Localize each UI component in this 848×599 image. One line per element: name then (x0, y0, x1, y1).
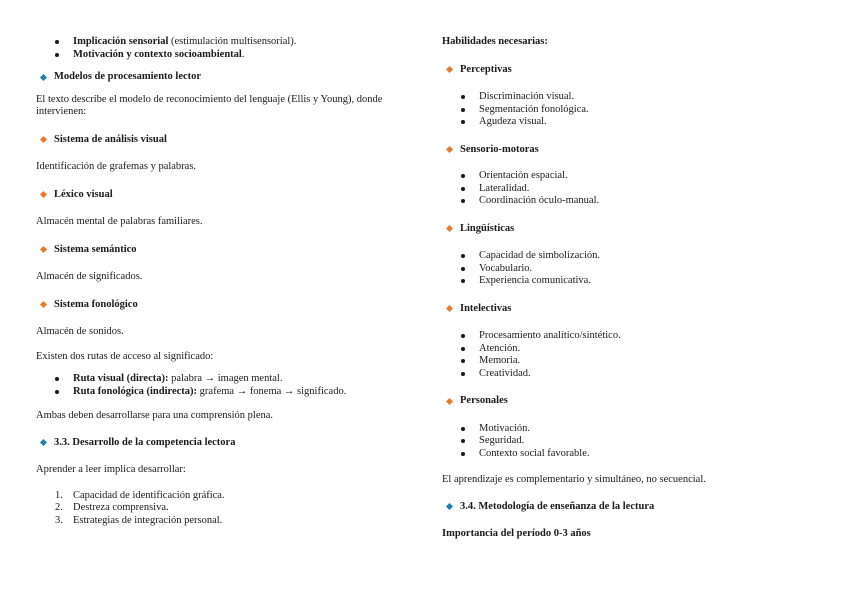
heading-section-3-3: 3.3. Desarrollo de la competencia lectora (36, 437, 416, 450)
paragraph-rutas-intro: Existen dos rutas de acceso al significado: (36, 350, 214, 362)
intelectivas-list (442, 330, 822, 380)
left-column (36, 36, 416, 527)
perceptivas-list (442, 91, 822, 129)
heading-linguisticas: Lingüísticas (442, 223, 822, 236)
list-item: Motivación y contexto socioambiental. (36, 49, 416, 62)
list-item: Vocabulario. (442, 263, 822, 276)
heading-intelectivas: Intelectivas (442, 303, 822, 316)
list-item: Memoria. (442, 355, 822, 368)
heading-personales: Personales (442, 395, 822, 408)
paragraph-conclusion: El aprendizaje es complementario y simultáneo, no secuencial. (442, 474, 706, 485)
list-item: Discriminación visual. (442, 91, 822, 104)
personales-list (442, 423, 822, 461)
paragraph-section-3-3-intro: Aprender a leer implica desarrollar: (36, 464, 186, 475)
list-item: 2. Destreza comprensiva. (55, 502, 169, 513)
list-item: Atención. (442, 343, 822, 356)
diamond-bullet-icon (40, 439, 47, 446)
diamond-bullet-icon (446, 305, 453, 312)
diamond-bullet-icon (40, 74, 47, 81)
list-item: Creatividad. (442, 368, 822, 381)
paragraph-lexico-visual: Almacén mental de palabras familiares. (36, 216, 203, 227)
rutas-list (36, 373, 416, 398)
heading-perceptivas: Perceptivas (442, 64, 822, 77)
list-item: 1. Capacidad de identificación gráfica. (55, 489, 225, 501)
heading-sensorio-motoras: Sensorio-motoras (442, 144, 822, 157)
diamond-bullet-icon (40, 246, 47, 253)
paragraph-sistema-semantico: Almacén de significados. (36, 271, 143, 282)
numbered-list (36, 490, 416, 528)
diamond-bullet-icon (40, 191, 47, 198)
list-item: Seguridad. (442, 435, 822, 448)
list-item: Orientación espacial. (442, 170, 822, 183)
list-item: 3. Estrategias de integración personal. (55, 514, 223, 526)
diamond-bullet-icon (40, 136, 47, 143)
list-item: Implicación sensorial (estimulación multisensorial). (36, 36, 416, 49)
list-item: Capacidad de simbolización. (442, 250, 822, 263)
diamond-bullet-icon (446, 146, 453, 153)
list-item: Coordinación óculo-manual. (442, 195, 822, 208)
paragraph-sistema-fonologico: Almacén de sonidos. (36, 326, 124, 337)
heading-sistema-fonologico: Sistema fonológico (36, 299, 416, 312)
diamond-bullet-icon (446, 225, 453, 232)
list-item: Segmentación fonológica. (442, 104, 822, 117)
list-item: Ruta fonológica (indirecta): grafema → fonema → significado. (36, 386, 416, 399)
heading-section-3-4: 3.4. Metodología de enseñanza de la lectura (442, 501, 822, 514)
list-item: Lateralidad. (442, 183, 822, 196)
list-item: Experiencia comunicativa. (442, 275, 822, 288)
linguisticas-list (442, 250, 822, 288)
heading-lexico-visual: Léxico visual (36, 189, 416, 202)
paragraph-modelos: El texto describe el modelo de reconocimiento del lenguaje (Ellis y Young), donde intervienen: (36, 93, 383, 117)
top-bullet-list (36, 36, 416, 61)
heading-habilidades: Habilidades necesarias: (442, 36, 548, 47)
list-item: Procesamiento analítico/sintético. (442, 330, 822, 343)
paragraph-analisis-visual: Identificación de grafemas y palabras. (36, 161, 197, 172)
right-column (442, 36, 822, 541)
diamond-bullet-icon (446, 503, 453, 510)
heading-importancia: Importancia del período 0-3 años (442, 528, 591, 539)
list-item: Ruta visual (directa): palabra → imagen mental. (36, 373, 416, 386)
paragraph-rutas-conclusion: Ambas deben desarrollarse para una comprensión plena. (36, 410, 274, 421)
diamond-bullet-icon (446, 398, 453, 405)
list-item: Contexto social favorable. (442, 448, 822, 461)
list-item: Motivación. (442, 423, 822, 436)
heading-sistema-semantico: Sistema semántico (36, 244, 416, 257)
diamond-bullet-icon (446, 66, 453, 73)
list-item: Agudeza visual. (442, 116, 822, 129)
diamond-bullet-icon (40, 301, 47, 308)
sensorio-motoras-list (442, 170, 822, 208)
heading-analisis-visual: Sistema de análisis visual (36, 134, 416, 147)
heading-modelos: Modelos de procesamiento lector (36, 71, 416, 84)
